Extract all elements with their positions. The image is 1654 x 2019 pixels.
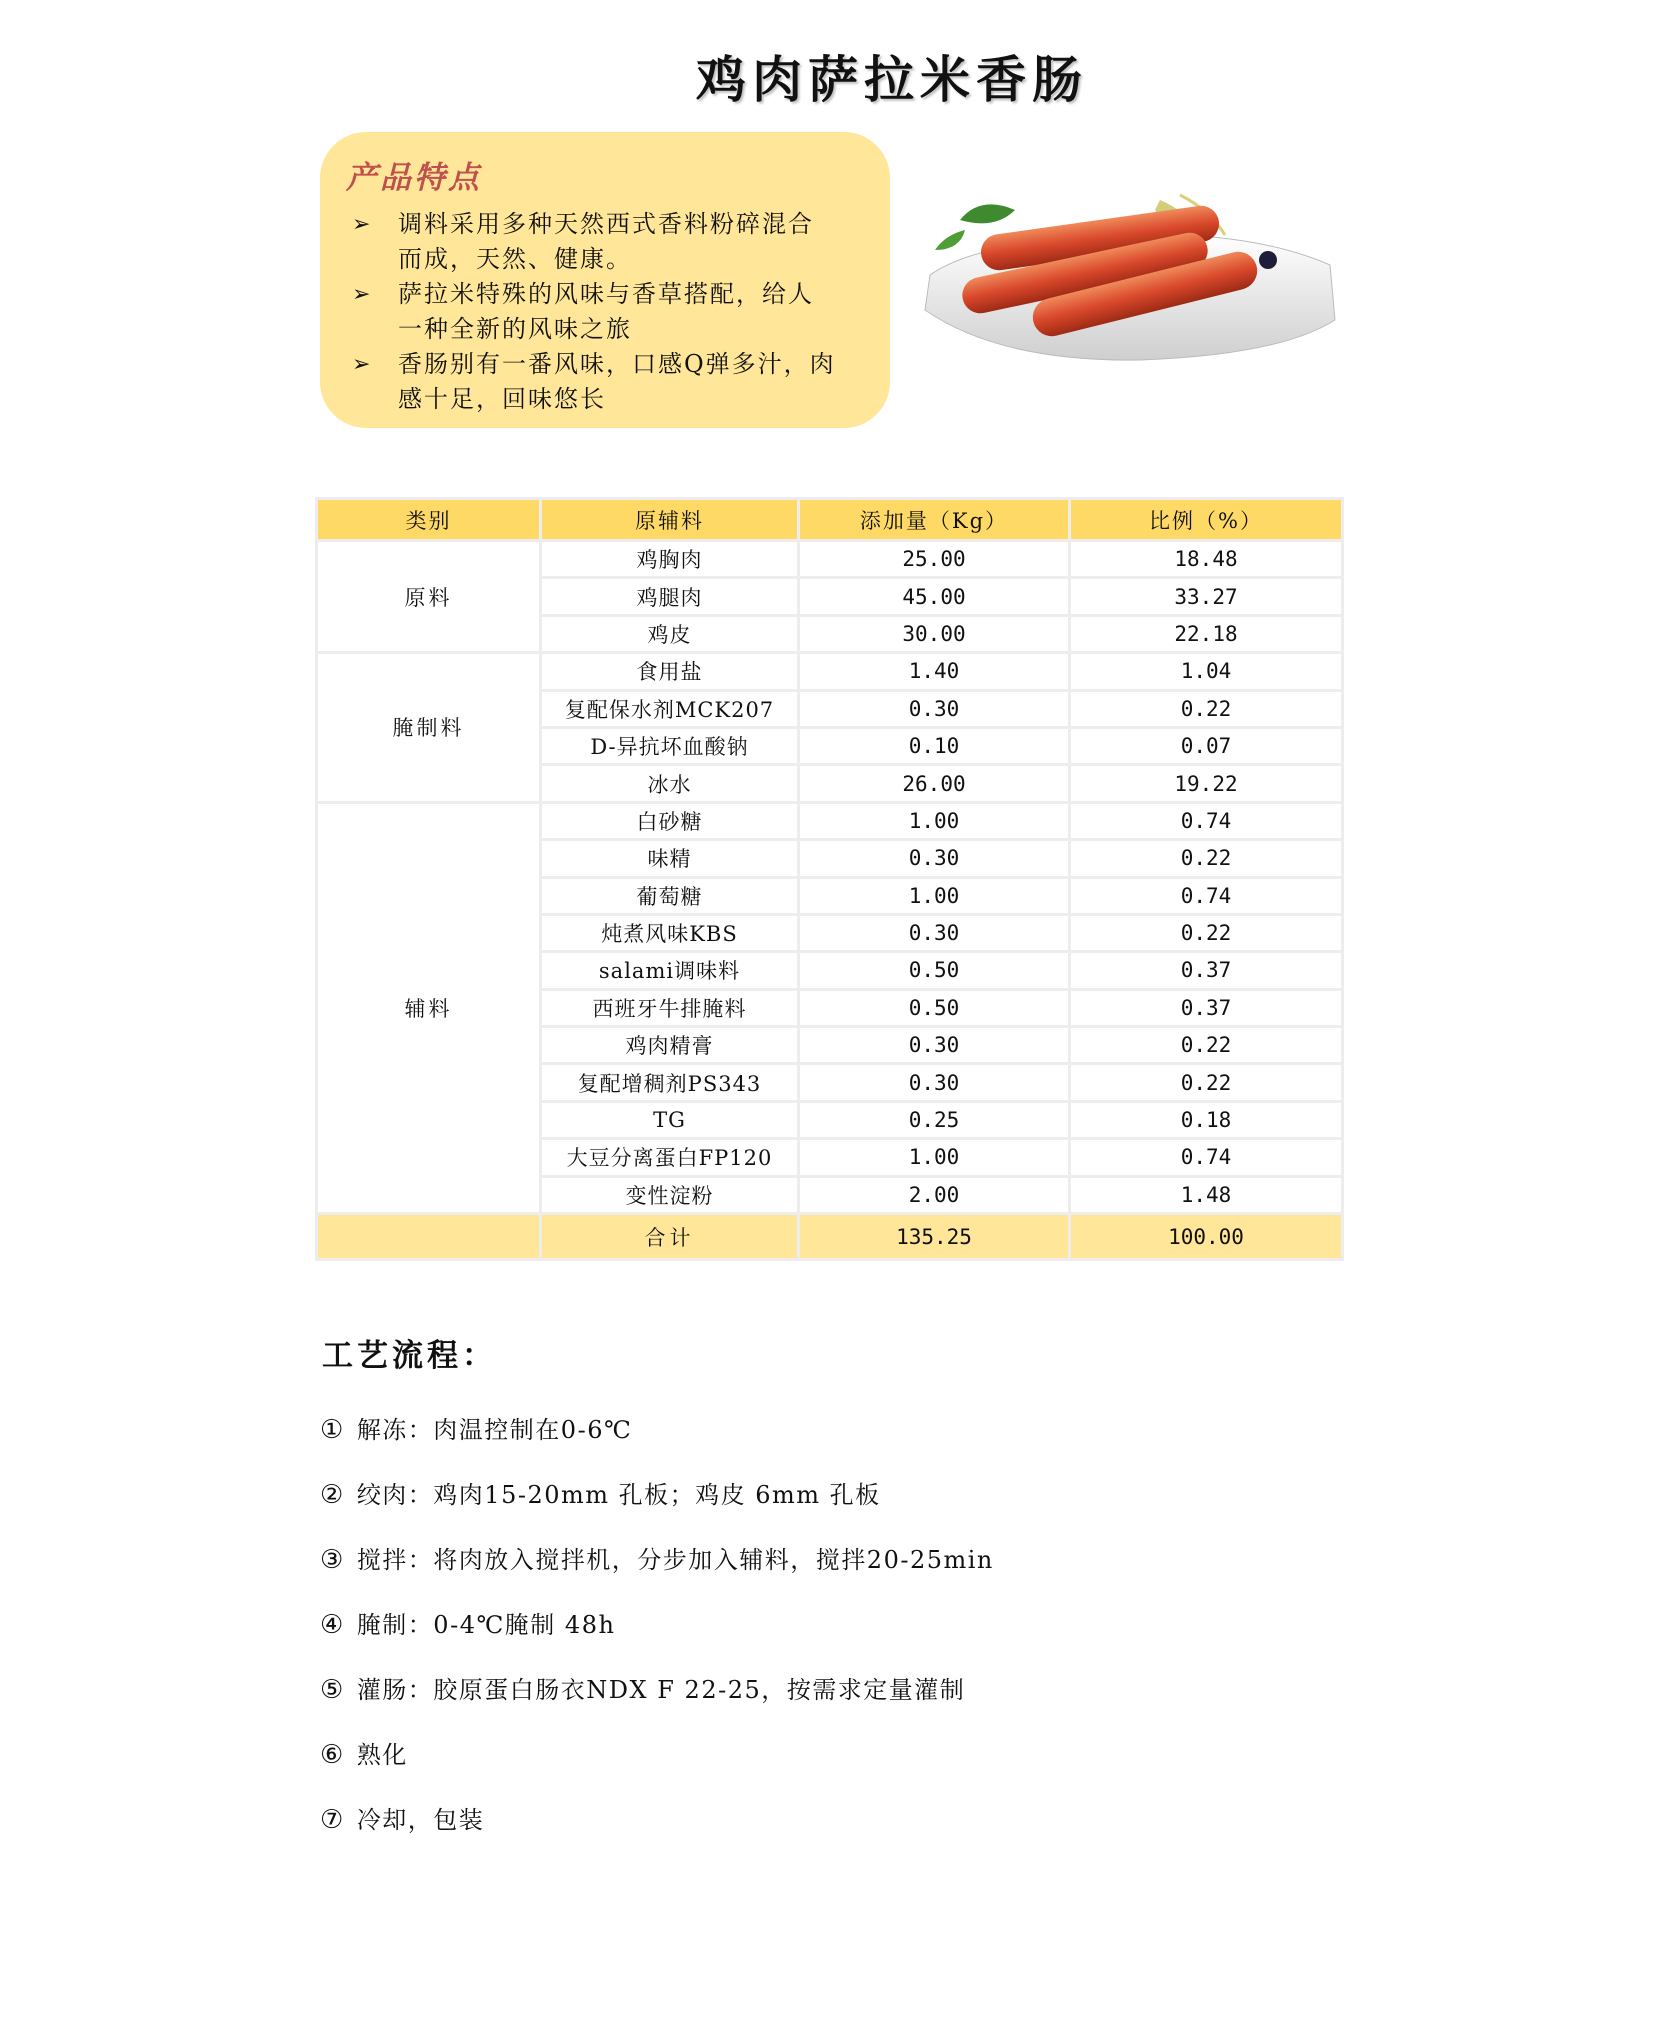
ingredient-cell: 葡萄糖 [541, 877, 799, 914]
category-cell: 原料 [317, 541, 541, 653]
amount-cell: 1.40 [799, 653, 1070, 690]
page-title: 鸡肉萨拉米香肠 [696, 50, 1088, 109]
amount-cell: 1.00 [799, 1139, 1070, 1176]
ratio-cell: 0.22 [1070, 1027, 1343, 1064]
step-number: ③ [320, 1545, 345, 1575]
process-heading: 工艺流程： [322, 1338, 497, 1374]
step-number: ⑥ [320, 1740, 345, 1770]
ingredient-cell: salami调味料 [541, 952, 799, 989]
ratio-cell: 0.37 [1070, 989, 1343, 1026]
ingredient-cell: 食用盐 [541, 653, 799, 690]
product-features-panel [320, 132, 890, 428]
ratio-cell: 0.22 [1070, 1064, 1343, 1101]
step-text: 熟化 [356, 1741, 408, 1769]
feature-item [346, 347, 856, 417]
process-step [320, 1800, 994, 1865]
ingredient-cell: 鸡皮 [541, 615, 799, 652]
amount-cell: 30.00 [799, 615, 1070, 652]
ratio-cell: 0.22 [1070, 914, 1343, 951]
ratio-cell: 1.48 [1070, 1176, 1343, 1213]
feature-text: 调料采用多种天然西式香料粉碎混合 [398, 210, 814, 238]
amount-cell: 0.30 [799, 914, 1070, 951]
amount-cell: 0.50 [799, 989, 1070, 1026]
process-step [320, 1670, 994, 1735]
ingredient-cell: 冰水 [541, 765, 799, 802]
feature-item [346, 207, 856, 277]
total-ratio: 100.00 [1070, 1214, 1343, 1260]
table-row [317, 802, 1343, 839]
feature-text: 感十足，回味悠长 [398, 385, 606, 413]
amount-cell: 25.00 [799, 541, 1070, 578]
process-step [320, 1735, 994, 1800]
step-text: 冷却，包装 [356, 1806, 485, 1834]
step-number: ① [320, 1415, 345, 1445]
features-list [346, 207, 856, 417]
feature-text: 萨拉米特殊的风味与香草搭配，给人 [398, 280, 814, 308]
total-blank-cell [317, 1214, 541, 1260]
ratio-cell: 33.27 [1070, 578, 1343, 615]
ratio-cell: 0.74 [1070, 1139, 1343, 1176]
amount-cell: 0.50 [799, 952, 1070, 989]
formula-table [315, 497, 1344, 1261]
total-label: 合计 [541, 1214, 799, 1260]
ratio-cell: 0.07 [1070, 727, 1343, 764]
category-cell: 腌制料 [317, 653, 541, 803]
ingredient-cell: 复配保水剂MCK207 [541, 690, 799, 727]
arrow-bullet-icon: ➢ [352, 352, 373, 377]
ratio-cell: 0.22 [1070, 690, 1343, 727]
ingredient-cell: TG [541, 1101, 799, 1138]
ratio-cell: 1.04 [1070, 653, 1343, 690]
ingredient-cell: 白砂糖 [541, 802, 799, 839]
formula-table-wrap [315, 497, 1341, 1261]
amount-cell: 0.30 [799, 1064, 1070, 1101]
ratio-cell: 0.22 [1070, 840, 1343, 877]
amount-cell: 0.10 [799, 727, 1070, 764]
ratio-cell: 22.18 [1070, 615, 1343, 652]
step-number: ② [320, 1480, 345, 1510]
amount-cell: 0.30 [799, 1027, 1070, 1064]
arrow-bullet-icon: ➢ [352, 212, 373, 237]
header-category: 类别 [317, 499, 541, 541]
header-ingredient: 原辅料 [541, 499, 799, 541]
step-number: ④ [320, 1610, 345, 1640]
table-row [317, 541, 1343, 578]
ingredient-cell: 大豆分离蛋白FP120 [541, 1139, 799, 1176]
process-step [320, 1410, 994, 1475]
amount-cell: 1.00 [799, 877, 1070, 914]
ingredient-cell: 西班牙牛排腌料 [541, 989, 799, 1026]
category-cell: 辅料 [317, 802, 541, 1213]
process-step [320, 1475, 994, 1540]
ratio-cell: 0.37 [1070, 952, 1343, 989]
ingredient-cell: 味精 [541, 840, 799, 877]
amount-cell: 26.00 [799, 765, 1070, 802]
ratio-cell: 0.74 [1070, 877, 1343, 914]
ingredient-cell: D-异抗坏血酸钠 [541, 727, 799, 764]
feature-item [346, 277, 856, 347]
amount-cell: 1.00 [799, 802, 1070, 839]
ingredient-cell: 炖煮风味KBS [541, 914, 799, 951]
step-number: ⑤ [320, 1675, 345, 1705]
ratio-cell: 19.22 [1070, 765, 1343, 802]
sausage-photo [920, 180, 1340, 370]
process-step [320, 1605, 994, 1670]
step-text: 腌制：0-4℃腌制 48h [356, 1611, 616, 1639]
features-heading: 产品特点 [346, 160, 482, 196]
step-text: 搅拌：将肉放入搅拌机，分步加入辅料，搅拌20-25min [356, 1546, 994, 1574]
feature-text: 而成，天然、健康。 [398, 245, 632, 273]
step-text: 解冻：肉温控制在0-6℃ [356, 1416, 633, 1444]
ingredient-cell: 鸡腿肉 [541, 578, 799, 615]
amount-cell: 0.30 [799, 840, 1070, 877]
amount-cell: 2.00 [799, 1176, 1070, 1213]
feature-text: 一种全新的风味之旅 [398, 315, 632, 343]
step-number: ⑦ [320, 1805, 345, 1835]
amount-cell: 45.00 [799, 578, 1070, 615]
process-step [320, 1540, 994, 1605]
table-row [317, 653, 1343, 690]
arrow-bullet-icon: ➢ [352, 282, 373, 307]
ingredient-cell: 复配增稠剂PS343 [541, 1064, 799, 1101]
amount-cell: 0.30 [799, 690, 1070, 727]
step-text: 灌肠：胶原蛋白肠衣NDX F 22-25，按需求定量灌制 [356, 1676, 966, 1704]
feature-text: 香肠别有一番风味，口感Q弹多汁，肉 [398, 350, 836, 378]
step-text: 绞肉：鸡肉15-20mm 孔板；鸡皮 6mm 孔板 [356, 1481, 881, 1509]
ratio-cell: 18.48 [1070, 541, 1343, 578]
ingredient-cell: 鸡胸肉 [541, 541, 799, 578]
process-steps [320, 1410, 994, 1865]
total-amount: 135.25 [799, 1214, 1070, 1260]
ingredient-cell: 鸡肉精膏 [541, 1027, 799, 1064]
ratio-cell: 0.18 [1070, 1101, 1343, 1138]
header-amount: 添加量（Kg） [799, 499, 1070, 541]
header-ratio: 比例（%） [1070, 499, 1343, 541]
ingredient-cell: 变性淀粉 [541, 1176, 799, 1213]
amount-cell: 0.25 [799, 1101, 1070, 1138]
ratio-cell: 0.74 [1070, 802, 1343, 839]
table-header-row [317, 499, 1343, 541]
total-row [317, 1214, 1343, 1260]
